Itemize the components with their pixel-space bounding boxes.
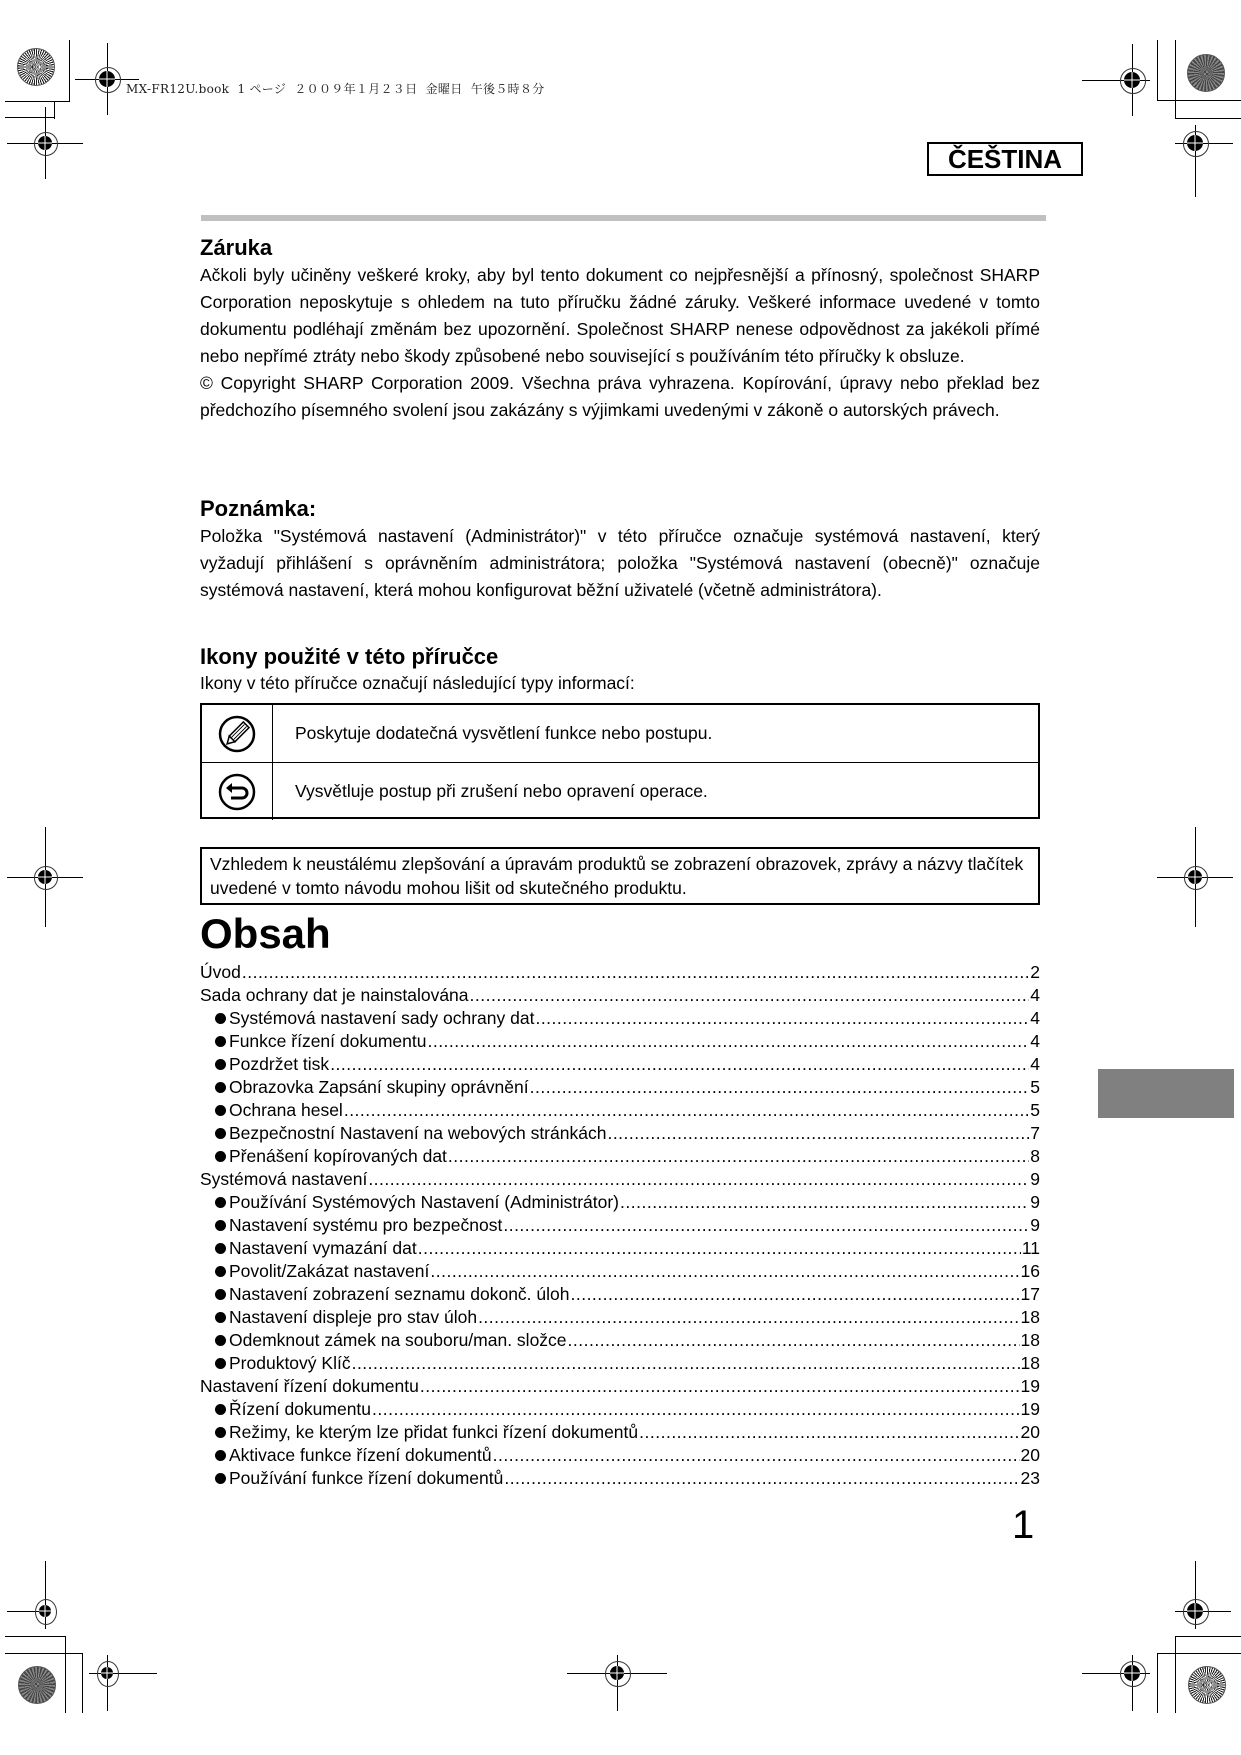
- toc-leader-dots: [427, 1030, 1029, 1053]
- icon-legend-table: [200, 703, 1040, 819]
- toc-leader-dots: [504, 1467, 1019, 1490]
- bullet-icon: [215, 1266, 226, 1277]
- toc-leader-dots: [330, 1053, 1029, 1076]
- toc-entry-label: Nastavení vymazání dat: [229, 1238, 417, 1258]
- bullet-icon: [215, 1151, 226, 1162]
- toc-entry-label: Používání funkce řízení dokumentů: [229, 1468, 504, 1488]
- toc-entry[interactable]: [200, 1076, 1040, 1099]
- toc-entry[interactable]: [200, 1099, 1040, 1122]
- color-registration-starburst-icon: [1187, 54, 1225, 92]
- toc-entry[interactable]: [200, 1398, 1040, 1421]
- toc-entry-page: 18: [1020, 1307, 1040, 1327]
- icon-legend-row: [202, 705, 1038, 762]
- toc-entry-label: Používání Systémových Nastavení (Administrátor): [229, 1192, 620, 1212]
- page-number: 1: [1012, 1503, 1035, 1547]
- note-paragraph: Položka "Systémová nastavení (Administrátor)" v této příručce označuje systémová nastavení, který vyžadují přihlášení s oprávněním administrátora; položka "Systémová nastavení (obecně)" označuje systémová nastavení, která mohou konfigurovat běžní uživatelé (včetně administrátora).: [200, 526, 1040, 600]
- bullet-icon: [215, 1243, 226, 1254]
- toc-entry-page: 2: [1030, 962, 1040, 982]
- toc-leader-dots: [530, 1076, 1030, 1099]
- toc-entry-page: 18: [1020, 1330, 1040, 1350]
- toc-entry[interactable]: [200, 1421, 1040, 1444]
- toc-entry-label: Režimy, ke kterým lze přidat funkci řízení dokumentů: [229, 1422, 639, 1442]
- toc-entry[interactable]: [200, 1214, 1040, 1237]
- toc-leader-dots: [418, 1237, 1021, 1260]
- toc-entry[interactable]: [200, 1030, 1040, 1053]
- toc-entry-label: Přenášení kopírovaných dat: [229, 1146, 447, 1166]
- toc-entry-label: Sada ochrany dat je nainstalována: [200, 985, 469, 1005]
- toc-leader-dots: [420, 1375, 1020, 1398]
- crop-mark: [69, 40, 70, 102]
- bullet-icon: [215, 1220, 226, 1231]
- note-section: [200, 495, 1040, 604]
- section-thumb-tab: [1098, 1069, 1234, 1118]
- print-slug-metadata: MX-FR12U.book 1 ページ ２００９年１月２３日 金曜日 午後５時８分: [126, 82, 545, 96]
- icons-intro: Ikony v této příručce označují následující typy informací:: [200, 673, 635, 693]
- bullet-icon: [215, 1128, 226, 1139]
- crop-mark: [5, 117, 55, 118]
- icon-legend-text: Vysvětluje postup při zrušení nebo opravení operace.: [295, 781, 708, 801]
- toc-leader-dots: [242, 961, 1029, 984]
- toc-entry-page: 8: [1030, 1146, 1040, 1166]
- language-label: ČEŠTINA: [927, 142, 1083, 176]
- crop-mark: [5, 101, 70, 102]
- section-divider: [201, 215, 1046, 221]
- bullet-icon: [215, 1059, 226, 1070]
- toc-entry[interactable]: [200, 1145, 1040, 1168]
- toc-entry[interactable]: [200, 1237, 1040, 1260]
- toc-entry-label: Bezpečnostní Nastavení na webových stránkách: [229, 1123, 607, 1143]
- toc-entry-page: 9: [1030, 1192, 1040, 1212]
- bullet-icon: [215, 1197, 226, 1208]
- crop-mark: [1157, 100, 1241, 101]
- bullet-icon: [215, 1105, 226, 1116]
- table-of-contents: [200, 961, 1040, 1490]
- toc-leader-dots: [352, 1352, 1020, 1375]
- copyright-paragraph: © Copyright SHARP Corporation 2009. Všechna práva vyhrazena. Kopírování, úpravy nebo překlad bez předchozího písemného svolení jsou zakázány s výjimkami uvedenými v zákoně o autorských právech.: [200, 373, 1040, 420]
- toc-entry-label: Řízení dokumentu: [229, 1399, 372, 1419]
- toc-entry-page: 9: [1030, 1215, 1040, 1235]
- toc-entry-page: 4: [1030, 985, 1040, 1005]
- toc-entry[interactable]: [200, 1375, 1040, 1398]
- bullet-icon: [215, 1013, 226, 1024]
- toc-entry-label: Ochrana hesel: [229, 1100, 343, 1120]
- toc-leader-dots: [568, 1329, 1020, 1352]
- toc-entry-page: 16: [1020, 1261, 1040, 1281]
- bullet-icon: [215, 1404, 226, 1415]
- toc-entry[interactable]: [200, 1306, 1040, 1329]
- toc-leader-dots: [344, 1099, 1029, 1122]
- color-registration-starburst-icon: [18, 1666, 56, 1704]
- toc-entry-label: Nastavení zobrazení seznamu dokonč. úloh: [229, 1284, 570, 1304]
- toc-entry-page: 20: [1020, 1422, 1040, 1442]
- disclaimer-box: Vzhledem k neustálému zlepšování a úpravám produktů se zobrazení obrazovek, zprávy a názvy tlačítek uvedené v tomto návodu mohou lišit od skutečného produktu.: [200, 847, 1040, 905]
- toc-entry-label: Odemknout zámek na souboru/man. složce: [229, 1330, 567, 1350]
- toc-entry[interactable]: [200, 961, 1040, 984]
- color-registration-starburst-icon: [17, 48, 55, 86]
- toc-entry-label: Nastavení řízení dokumentu: [200, 1376, 419, 1396]
- toc-entry[interactable]: [200, 1260, 1040, 1283]
- toc-leader-dots: [430, 1260, 1019, 1283]
- toc-entry-page: 5: [1030, 1077, 1040, 1097]
- bullet-icon: [215, 1450, 226, 1461]
- toc-entry[interactable]: [200, 984, 1040, 1007]
- toc-leader-dots: [639, 1421, 1019, 1444]
- toc-entry-page: 19: [1020, 1399, 1040, 1419]
- crop-mark: [1157, 1653, 1241, 1654]
- crop-mark: [1175, 1636, 1241, 1637]
- bullet-icon: [215, 1473, 226, 1484]
- note-heading: Poznámka:: [200, 496, 317, 521]
- toc-entry-label: Systémová nastavení: [200, 1169, 368, 1189]
- bullet-icon: [215, 1082, 226, 1093]
- toc-entry[interactable]: [200, 1329, 1040, 1352]
- toc-entry[interactable]: [200, 1122, 1040, 1145]
- toc-entry-label: Aktivace funkce řízení dokumentů: [229, 1445, 492, 1465]
- crop-mark: [1157, 40, 1158, 100]
- toc-entry-page: 7: [1030, 1123, 1040, 1143]
- toc-entry-page: 11: [1021, 1238, 1040, 1258]
- toc-entry-page: 4: [1030, 1008, 1040, 1028]
- crop-mark: [82, 1653, 83, 1713]
- crop-mark: [1157, 1653, 1158, 1713]
- toc-entry-label: Nastavení displeje pro stav úloh: [229, 1307, 478, 1327]
- crop-mark: [65, 1636, 66, 1713]
- warranty-paragraph: Ačkoli byly učiněny veškeré kroky, aby byl tento dokument co nejpřesnější a přínosný, společnost SHARP Corporation neposkytuje s ohledem na tuto příručku žádné záruky. Veškeré informace uvedené v tomto dokumentu podléhají změnám bez upozornění. Společnost SHARP nenese odpovědnost za jakékoli přímé nebo nepřímé ztráty nebo škody způsobené nebo související s používáním této příručky k obsluze.: [200, 265, 1040, 366]
- bullet-icon: [215, 1427, 226, 1438]
- toc-entry-page: 4: [1030, 1031, 1040, 1051]
- bullet-icon: [215, 1289, 226, 1300]
- bullet-icon: [215, 1312, 226, 1323]
- toc-entry-label: Nastavení systému pro bezpečnost: [229, 1215, 503, 1235]
- toc-leader-dots: [470, 984, 1030, 1007]
- toc-entry[interactable]: [200, 1168, 1040, 1191]
- toc-entry-page: 5: [1030, 1100, 1040, 1120]
- warranty-section: [200, 234, 1040, 424]
- toc-entry-page: 20: [1020, 1445, 1040, 1465]
- crop-mark: [5, 1653, 82, 1654]
- toc-entry-page: 18: [1020, 1353, 1040, 1373]
- toc-leader-dots: [478, 1306, 1019, 1329]
- toc-leader-dots: [448, 1145, 1029, 1168]
- crop-mark: [5, 1636, 66, 1637]
- toc-entry[interactable]: [200, 1467, 1040, 1490]
- toc-leader-dots: [620, 1191, 1029, 1214]
- toc-entry-page: 4: [1030, 1054, 1040, 1074]
- toc-entry-label: Úvod: [200, 962, 241, 982]
- toc-entry-label: Pozdržet tisk: [229, 1054, 330, 1074]
- color-registration-starburst-icon: [1188, 1666, 1226, 1704]
- icons-heading: Ikony použité v této příručce: [200, 644, 499, 669]
- undo-arrow-icon: [202, 763, 273, 820]
- bullet-icon: [215, 1335, 226, 1346]
- crop-mark: [1175, 40, 1176, 118]
- toc-leader-dots: [503, 1214, 1029, 1237]
- toc-leader-dots: [535, 1007, 1029, 1030]
- toc-leader-dots: [368, 1168, 1029, 1191]
- toc-leader-dots: [493, 1444, 1020, 1467]
- toc-entry[interactable]: [200, 1053, 1040, 1076]
- toc-entry-label: Funkce řízení dokumentu: [229, 1031, 427, 1051]
- toc-entry-label: Obrazovka Zapsání skupiny oprávnění: [229, 1077, 529, 1097]
- toc-entry[interactable]: [200, 1444, 1040, 1467]
- toc-leader-dots: [372, 1398, 1020, 1421]
- toc-entry-label: Produktový Klíč: [229, 1353, 351, 1373]
- bullet-icon: [215, 1036, 226, 1047]
- toc-entry[interactable]: [200, 1283, 1040, 1306]
- icon-legend-text: Poskytuje dodatečná vysvětlení funkce nebo postupu.: [295, 723, 713, 743]
- icons-section: [200, 643, 1040, 695]
- toc-heading: Obsah: [200, 910, 331, 957]
- toc-entry-label: Povolit/Zakázat nastavení: [229, 1261, 430, 1281]
- pencil-note-icon: [202, 705, 273, 762]
- crop-mark: [1175, 1636, 1176, 1713]
- toc-entry-page: 23: [1020, 1468, 1040, 1488]
- toc-leader-dots: [607, 1122, 1029, 1145]
- icon-legend-row: [202, 762, 1038, 820]
- toc-entry[interactable]: [200, 1191, 1040, 1214]
- toc-entry-page: 17: [1020, 1284, 1040, 1304]
- toc-leader-dots: [570, 1283, 1019, 1306]
- warranty-heading: Záruka: [200, 235, 273, 260]
- crop-mark: [1175, 118, 1241, 119]
- toc-entry-page: 9: [1030, 1169, 1040, 1189]
- toc-entry-page: 19: [1020, 1376, 1040, 1396]
- toc-entry-label: Systémová nastavení sady ochrany dat: [229, 1008, 535, 1028]
- bullet-icon: [215, 1358, 226, 1369]
- toc-entry[interactable]: [200, 1352, 1040, 1375]
- toc-entry[interactable]: [200, 1007, 1040, 1030]
